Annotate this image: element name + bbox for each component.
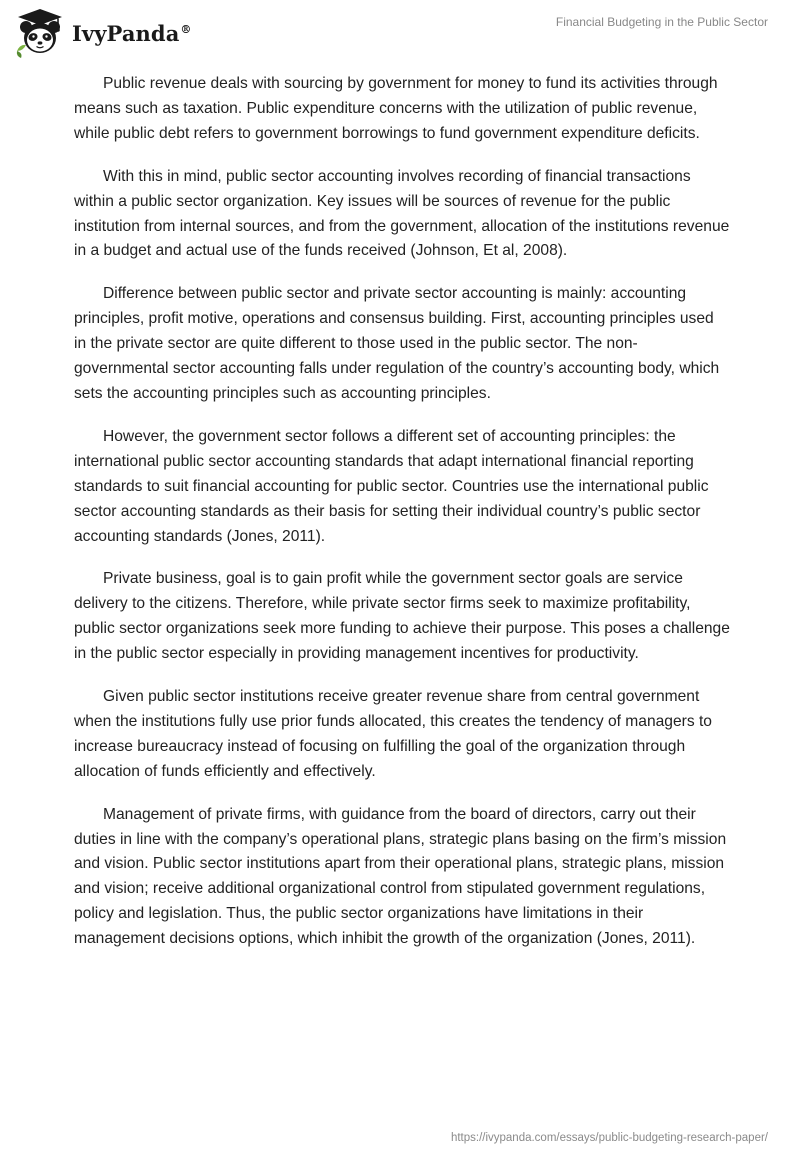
paragraph-1: Public revenue deals with sourcing by government for money to fund its activities through means such as taxation. Public expenditure concerns with the utilization of public revenue, while public debt refers to government borrowings to fund government expenditure deficits. — [74, 75, 718, 142]
paragraph-5: Private business, goal is to gain profit while the government sector goals are service delivery to the citizens. Therefore, while private sector firms seek to maximize profitability, public sector organizations seek more funding to achieve their purpose. This poses a challenge in the public sector especially in providing management incentives for productivity. — [74, 570, 730, 663]
source-url[interactable]: https://ivypanda.com/essays/public-budgeting-research-paper/ — [450, 1132, 768, 1144]
panda-graduate-icon — [14, 7, 66, 59]
paragraph-2: With this in mind, public sector accounting involves recording of financial transactions within a public sector organization. Key issues will be sources of revenue for the public institution from internal sources, and from the government, allocation of the institutions revenue in a budget and actual use of the funds received (Johnson, Et al, 2008). — [74, 167, 730, 260]
logo-text — [72, 21, 192, 46]
logo-name: IvyPanda — [72, 20, 180, 46]
paragraph-6: Given public sector institutions receive greater revenue share from central government when the institutions fully use prior funds allocated, this creates the tendency of managers to increase bureaucracy instead of focusing on fulfilling the goal of the organization through allocation of funds efficiently and effectively. — [74, 688, 712, 780]
paragraph-4: However, the government sector follows a different set of accounting principles: the international public sector accounting standards that adapt international financial reporting standards to suit financial accounting for public sector. Countries use the international public sector accounting standards as their basis for setting their individual country’s public sector accounting standards (Jones, 2011). — [74, 427, 709, 545]
essay-body — [74, 72, 730, 970]
page-header — [0, 0, 800, 70]
paragraph-7: Management of private firms, with guidance from the board of directors, carry out their duties in line with the company’s operational plans, strategic plans basing on the firm’s mission and vision. Public sector institutions apart from their operational plans, strategic plans, mission and vision; receive additional organizational control from stipulated government regulations, policy and legislation. Thus, the public sector organizations have limitations in their management decisions options, which inhibit the growth of the organization (Jones, 2011). — [74, 805, 727, 948]
document-title: Financial Budgeting in the Public Sector — [555, 15, 768, 29]
paragraph-3: Difference between public sector and private sector accounting is mainly: accounting principles, profit motive, operations and consensus building. First, accounting principles used in the private sector are quite different to those used in the public sector. The non-governmental sector accounting falls under regulation of the country’s accounting body, which sets the accounting principles such as accounting principles. — [74, 285, 720, 402]
ivypanda-logo[interactable] — [14, 7, 192, 59]
registered-mark: ® — [180, 22, 192, 36]
